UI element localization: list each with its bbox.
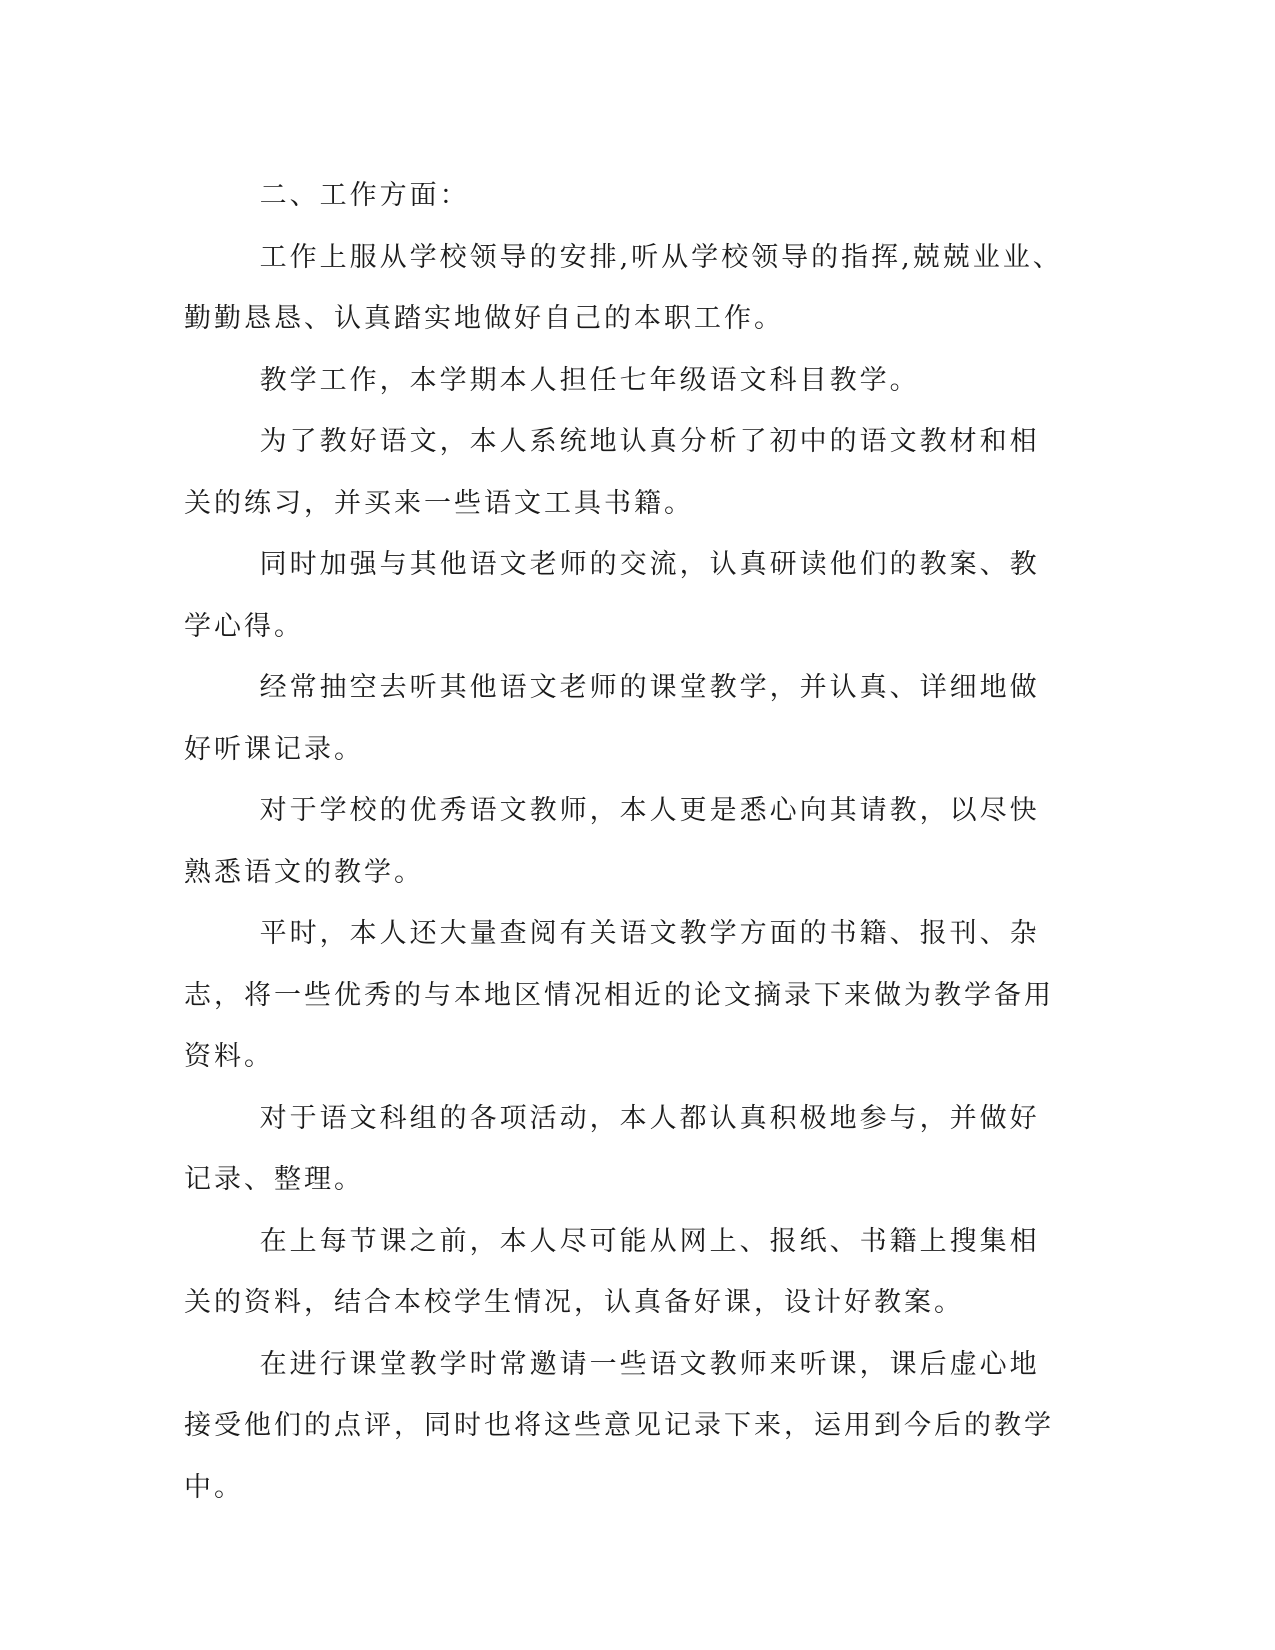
paragraph: 平时，本人还大量查阅有关语文教学方面的书籍、报刊、杂志，将一些优秀的与本地区情况相近的论文摘录下来做为教学备用资料。 <box>184 918 1054 1072</box>
paragraph: 工作上服从学校领导的安排,听从学校领导的指挥,兢兢业业、勤勤恳恳、认真踏实地做好自己的本职工作。 <box>184 241 1063 334</box>
paragraph: 教学工作，本学期本人担任七年级语文科目教学。 <box>259 364 920 396</box>
section-heading: 二、工作方面： <box>259 180 470 211</box>
paragraph: 经常抽空去听其他语文老师的课堂教学，并认真、详细地做好听课记录。 <box>184 672 1040 765</box>
document-body <box>184 165 1064 1518</box>
paragraph: 对于学校的优秀语文教师，本人更是悉心向其请教，以尽快熟悉语文的教学。 <box>184 795 1040 888</box>
paragraph: 在上每节课之前，本人尽可能从网上、报纸、书籍上搜集相关的资料，结合本校学生情况，认真备好课，设计好教案。 <box>184 1225 1040 1318</box>
paragraph: 为了教好语文，本人系统地认真分析了初中的语文教材和相关的练习，并买来一些语文工具书籍。 <box>184 426 1040 519</box>
paragraph: 对于语文科组的各项活动，本人都认真积极地参与，并做好记录、整理。 <box>184 1102 1040 1195</box>
paragraph: 在进行课堂教学时常邀请一些语文教师来听课，课后虚心地接受他们的点评，同时也将这些意见记录下来，运用到今后的教学中。 <box>184 1348 1054 1503</box>
paragraph: 同时加强与其他语文老师的交流，认真研读他们的教案、教学心得。 <box>184 549 1040 642</box>
